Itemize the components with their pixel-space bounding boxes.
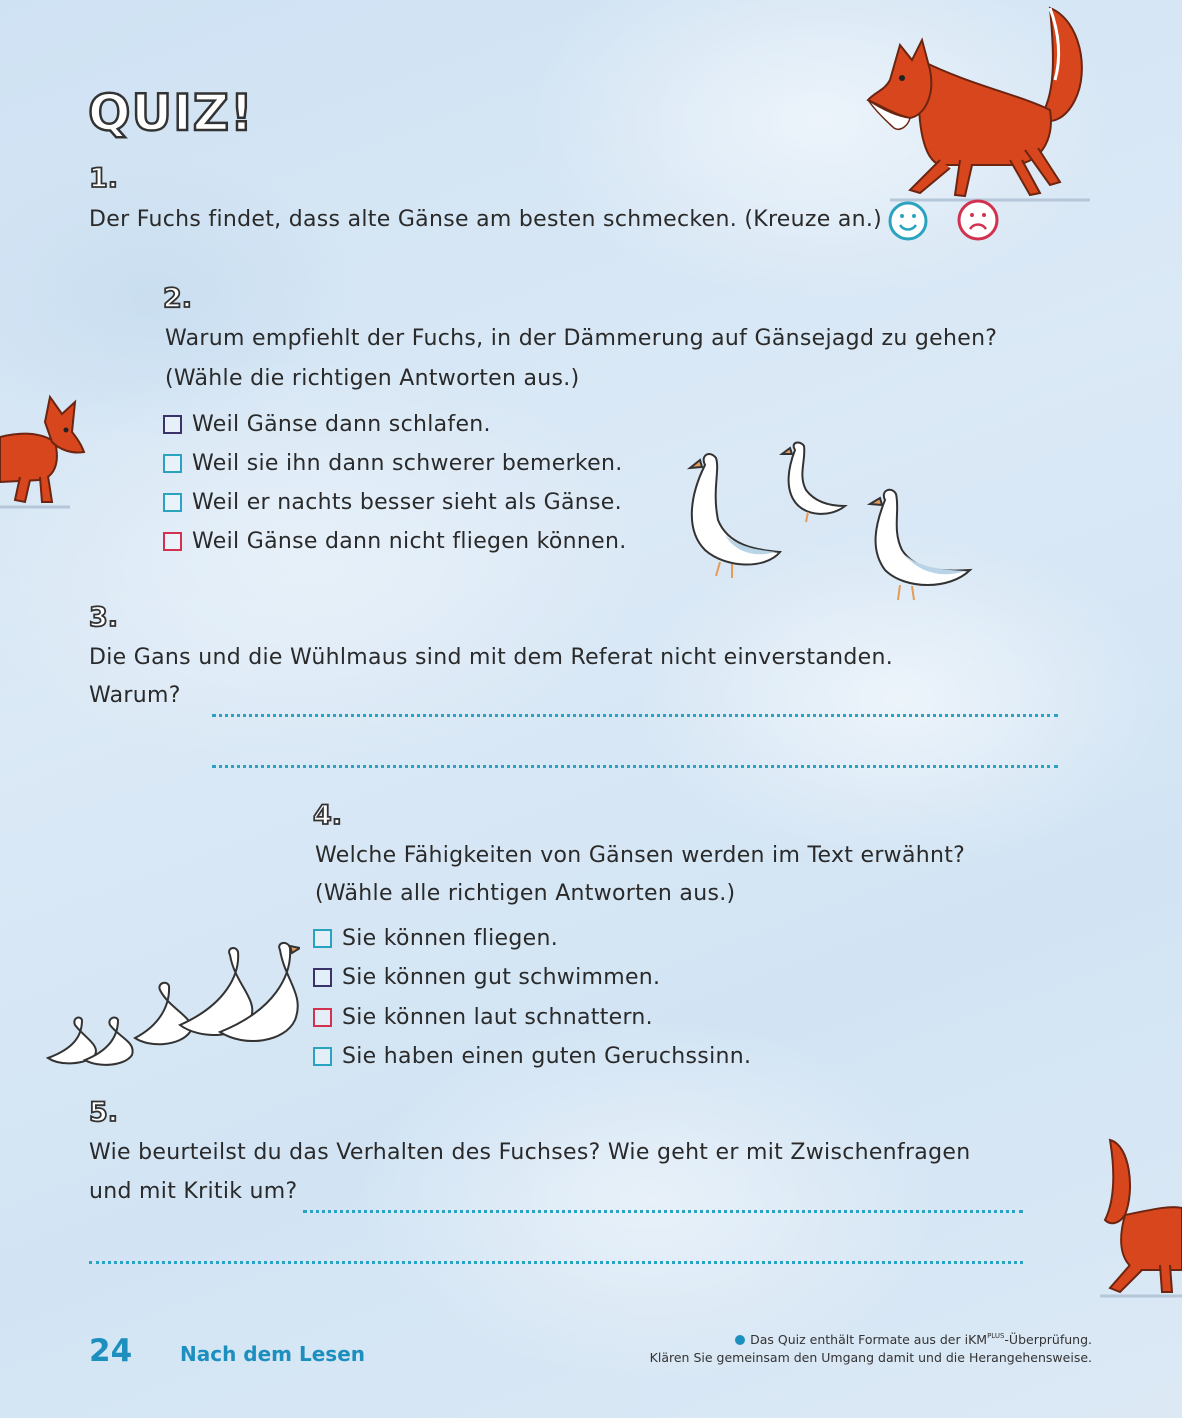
option-label: Sie haben einen guten Geruchssinn. [342,1044,752,1069]
question-number-2: 2. [163,283,193,314]
answer-line[interactable] [212,714,1058,717]
smiley-sad-icon[interactable] [956,198,1000,242]
question-5-text-2: und mit Kritik um? [89,1179,298,1204]
fox-illustration-top [850,0,1100,210]
option-label: Sie können gut schwimmen. [342,965,661,990]
question-2-hint: (Wähle die richtigen Antworten aus.) [165,366,580,391]
answer-line[interactable] [303,1210,1023,1213]
teacher-note-line-2: Klären Sie gemeinsam den Umgang damit und die Herangehensweise. [649,1350,1092,1365]
smiley-happy-icon[interactable] [887,200,929,242]
option-row[interactable] [313,918,751,958]
question-1-text: Der Fuchs findet, dass alte Gänse am besten schmecken. (Kreuze an.) [89,207,883,232]
option-label: Weil Gänse dann nicht fliegen können. [192,529,627,554]
question-4-text: Welche Fähigkeiten von Gänsen werden im Text erwähnt? [315,843,966,868]
option-row[interactable] [163,522,627,561]
option-label: Weil sie ihn dann schwerer bemerken. [192,451,623,476]
checkbox[interactable] [313,929,332,948]
note-text: -Überprüfung. [1004,1332,1092,1347]
note-superscript: PLUS [987,1332,1005,1340]
question-4-hint: (Wähle alle richtigen Antworten aus.) [315,881,736,906]
checkbox[interactable] [163,532,182,551]
option-label: Weil Gänse dann schlafen. [192,411,491,437]
section-label: Nach dem Lesen [180,1342,365,1366]
geese-illustration-top [680,440,980,610]
answer-line[interactable] [212,765,1058,768]
question-2-options [163,404,627,561]
checkbox[interactable] [163,493,182,512]
option-row[interactable] [163,483,627,522]
question-3-text-2: Warum? [89,683,181,708]
option-row[interactable] [163,444,627,483]
geese-illustration-bottom [40,940,300,1080]
answer-line[interactable] [89,1261,1023,1264]
question-number-3: 3. [89,602,119,633]
question-4-options [313,918,751,1076]
question-number-4: 4. [313,800,343,831]
note-text: Das Quiz enthält Formate aus der iKM [750,1332,988,1347]
checkbox[interactable] [313,1047,332,1066]
option-row[interactable] [313,997,751,1037]
question-3-text: Die Gans und die Wühlmaus sind mit dem Referat nicht einverstanden. [89,645,894,670]
option-row[interactable] [313,1037,751,1076]
question-number-5: 5. [89,1097,119,1128]
checkbox[interactable] [313,1008,332,1027]
bullet-icon [735,1335,745,1345]
checkbox[interactable] [163,415,182,434]
teacher-note [650,1327,1092,1367]
option-row[interactable] [313,958,751,997]
question-number-1: 1. [89,163,119,194]
option-label: Sie können fliegen. [342,925,559,951]
question-2-text: Warum empfiehlt der Fuchs, in der Dämmerung auf Gänsejagd zu gehen? [165,326,998,351]
quiz-title: QUIZ! [88,84,254,142]
teacher-note-line-1 [650,1327,1092,1349]
checkbox[interactable] [313,968,332,987]
option-label: Sie können laut schnattern. [342,1004,653,1030]
fox-illustration-left [0,392,90,512]
checkbox[interactable] [163,454,182,473]
page-number: 24 [89,1333,133,1369]
question-5-text: Wie beurteilst du das Verhalten des Fuchses? Wie geht er mit Zwischenfragen [89,1140,971,1165]
option-row[interactable] [163,404,627,444]
fox-illustration-bottom [1090,1130,1182,1300]
option-label: Weil er nachts besser sieht als Gänse. [192,490,622,515]
